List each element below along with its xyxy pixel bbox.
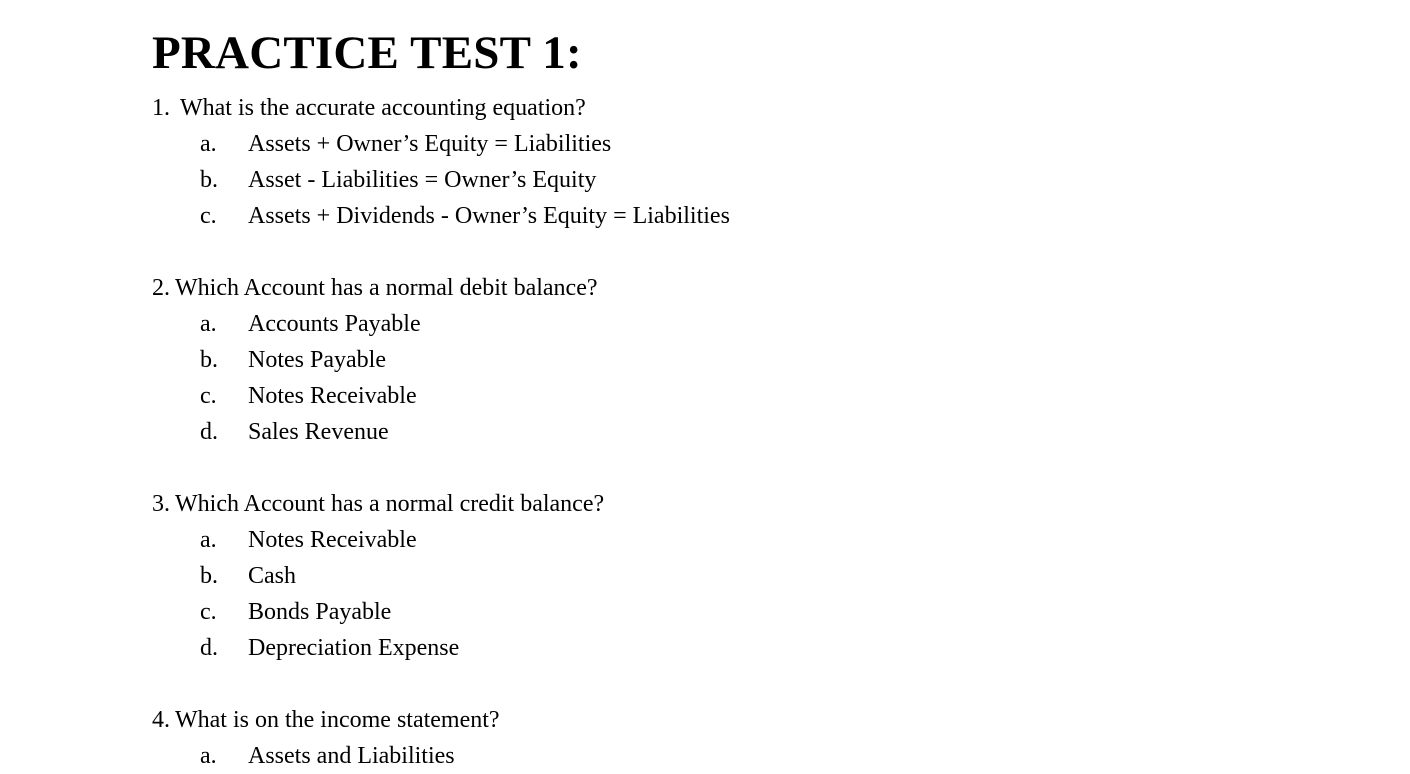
answer-option (152, 342, 598, 378)
option-text: Cash (248, 563, 296, 589)
option-letter: d. (200, 635, 218, 661)
question-number: 2. (152, 275, 170, 301)
question-prompt (152, 90, 586, 126)
option-letter: b. (200, 347, 218, 373)
answer-option (152, 198, 730, 234)
option-letter: d. (200, 419, 218, 445)
question-prompt (152, 270, 598, 306)
option-text: Assets and Liabilities (248, 743, 455, 769)
question-text: Which Account has a normal debit balance? (175, 275, 598, 301)
option-text: Accounts Payable (248, 311, 421, 337)
option-text: Notes Payable (248, 347, 386, 373)
question-number: 3. (152, 491, 170, 517)
option-text: Notes Receivable (248, 527, 417, 553)
question-number: 1. (152, 95, 170, 121)
option-letter: c. (200, 203, 217, 229)
question-text: What is the accurate accounting equation? (180, 95, 586, 121)
answer-option (152, 630, 604, 666)
option-text: Notes Receivable (248, 383, 417, 409)
answer-option (152, 126, 612, 162)
option-letter: b. (200, 563, 218, 589)
question-1 (152, 90, 730, 234)
option-text: Asset - Liabilities = Owner’s Equity (248, 167, 597, 193)
option-letter: b. (200, 167, 218, 193)
option-letter: a. (200, 311, 217, 337)
answer-option (152, 738, 500, 774)
option-text: Sales Revenue (248, 419, 389, 445)
answer-option (152, 522, 604, 558)
option-letter: a. (200, 527, 217, 553)
answer-option (152, 162, 597, 198)
option-letter: a. (200, 131, 217, 157)
question-3 (152, 486, 604, 666)
option-letter: a. (200, 743, 217, 769)
answer-option (152, 594, 604, 630)
answer-option (152, 414, 598, 450)
question-text: What is on the income statement? (175, 707, 500, 733)
option-letter: c. (200, 599, 217, 625)
option-letter: c. (200, 383, 217, 409)
answer-option (152, 378, 598, 414)
question-prompt (152, 702, 500, 738)
answer-option (152, 558, 604, 594)
question-number: 4. (152, 707, 170, 733)
question-4 (152, 702, 500, 774)
question-text: Which Account has a normal credit balance? (175, 491, 605, 517)
question-2 (152, 270, 598, 450)
option-text: Bonds Payable (248, 599, 392, 625)
option-text: Assets + Owner’s Equity = Liabilities (248, 131, 612, 157)
option-text: Depreciation Expense (248, 635, 460, 661)
answer-option (152, 306, 598, 342)
page-title: PRACTICE TEST 1: (152, 27, 582, 79)
question-prompt (152, 486, 604, 522)
option-text: Assets + Dividends - Owner’s Equity = Liabilities (248, 203, 730, 229)
